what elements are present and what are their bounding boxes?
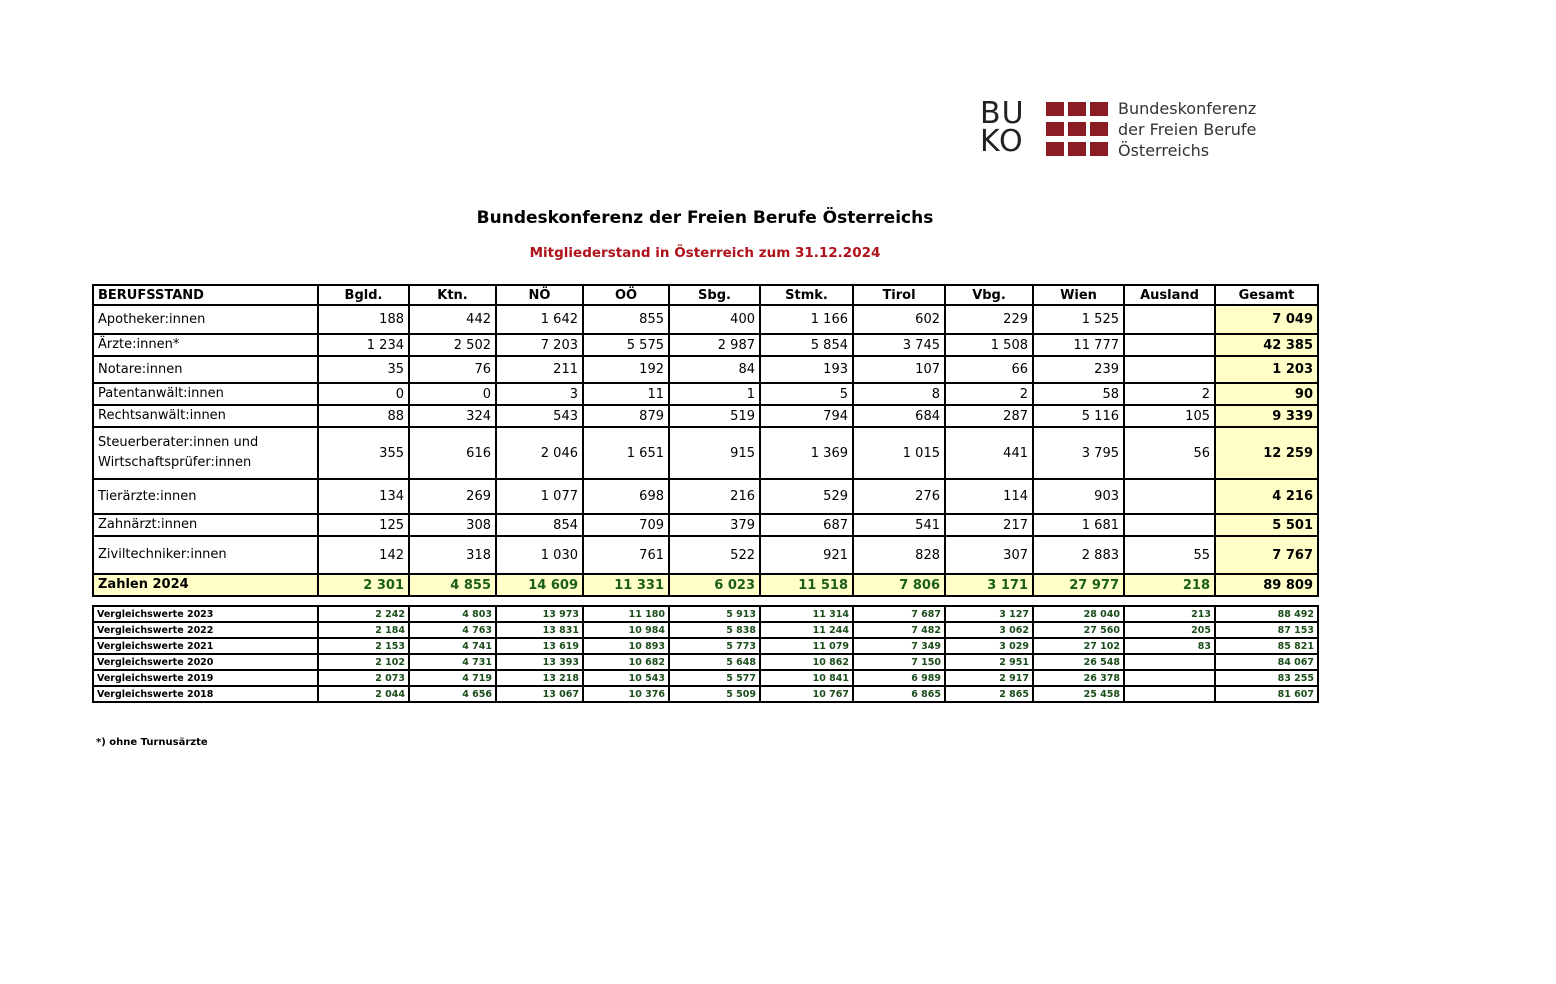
total-cell: 42 385 (1215, 334, 1318, 356)
table-cell: 276 (853, 479, 945, 514)
row-label-text: Zahnärzt:innen (98, 517, 198, 532)
table-cell: 522 (669, 536, 760, 574)
sum-cell: 3 171 (945, 574, 1033, 596)
table-cell (1124, 356, 1215, 383)
table-row (93, 356, 1318, 383)
table-cell (1124, 334, 1215, 356)
table-cell: 308 (409, 514, 496, 536)
total-cell: 12 259 (1215, 427, 1318, 479)
total-cell: 9 339 (1215, 405, 1318, 427)
row-label-text: Patentanwält:innen (98, 386, 224, 401)
column-header: Ktn. (409, 285, 496, 305)
table-cell: 1 651 (583, 427, 669, 479)
comparison-cell: 13 393 (496, 654, 583, 670)
comparison-cell (1124, 654, 1215, 670)
comparison-cell: 10 841 (760, 670, 853, 686)
comparison-row-label: Vergleichswerte 2023 (93, 606, 318, 622)
table-cell: 684 (853, 405, 945, 427)
table-cell: 903 (1033, 479, 1124, 514)
table-cell: 11 777 (1033, 334, 1124, 356)
table-cell: 5 854 (760, 334, 853, 356)
table-cell: 192 (583, 356, 669, 383)
row-label-text: Steuerberater:innen und (98, 435, 259, 450)
comparison-cell: 2 917 (945, 670, 1033, 686)
comparison-cell: 7 349 (853, 638, 945, 654)
comparison-cell: 2 153 (318, 638, 409, 654)
row-label-text: Ärzte:innen* (98, 337, 180, 352)
table-cell: 355 (318, 427, 409, 479)
comparison-row (93, 622, 1318, 638)
table-cell: 76 (409, 356, 496, 383)
comparison-cell: 10 984 (583, 622, 669, 638)
table-cell: 915 (669, 427, 760, 479)
column-header-berufsstand: BERUFSSTAND (93, 285, 318, 305)
table-cell: 529 (760, 479, 853, 514)
comparison-cell: 84 067 (1215, 654, 1318, 670)
table-cell: 1 369 (760, 427, 853, 479)
comparison-row-label: Vergleichswerte 2022 (93, 622, 318, 638)
comparison-table (92, 605, 1319, 703)
table-cell: 543 (496, 405, 583, 427)
column-header: Bgld. (318, 285, 409, 305)
comparison-cell: 2 184 (318, 622, 409, 638)
table-cell: 2 883 (1033, 536, 1124, 574)
table-cell: 921 (760, 536, 853, 574)
table-cell: 794 (760, 405, 853, 427)
comparison-cell: 85 821 (1215, 638, 1318, 654)
table-cell: 3 (496, 383, 583, 405)
table-cell: 1 525 (1033, 305, 1124, 334)
table-cell: 324 (409, 405, 496, 427)
comparison-cell: 5 509 (669, 686, 760, 702)
table-cell: 307 (945, 536, 1033, 574)
row-label (93, 334, 318, 356)
table-cell: 269 (409, 479, 496, 514)
comparison-row-label: Vergleichswerte 2020 (93, 654, 318, 670)
comparison-cell: 5 577 (669, 670, 760, 686)
table-cell: 1 642 (496, 305, 583, 334)
table-cell: 709 (583, 514, 669, 536)
comparison-cell: 3 029 (945, 638, 1033, 654)
comparison-cell: 2 242 (318, 606, 409, 622)
table-cell: 519 (669, 405, 760, 427)
comparison-cell: 11 079 (760, 638, 853, 654)
table-cell: 5 116 (1033, 405, 1124, 427)
comparison-cell: 2 865 (945, 686, 1033, 702)
row-label (93, 383, 318, 405)
comparison-cell: 4 763 (409, 622, 496, 638)
table-cell (1124, 479, 1215, 514)
table-cell: 1 (669, 383, 760, 405)
table-cell: 229 (945, 305, 1033, 334)
table-cell: 193 (760, 356, 853, 383)
comparison-cell: 4 731 (409, 654, 496, 670)
table-cell: 11 (583, 383, 669, 405)
table-cell: 216 (669, 479, 760, 514)
comparison-row (93, 606, 1318, 622)
table-cell: 84 (669, 356, 760, 383)
table-row (93, 334, 1318, 356)
sum-cell: 14 609 (496, 574, 583, 596)
sum-cell: 11 518 (760, 574, 853, 596)
total-cell: 4 216 (1215, 479, 1318, 514)
row-label-text-line2: Wirtschaftsprüfer:innen (98, 455, 252, 470)
table-cell: 3 745 (853, 334, 945, 356)
row-label-text: Notare:innen (98, 361, 183, 377)
table-cell: 5 (760, 383, 853, 405)
table-cell: 58 (1033, 383, 1124, 405)
table-cell: 125 (318, 514, 409, 536)
comparison-cell: 4 719 (409, 670, 496, 686)
comparison-cell: 2 073 (318, 670, 409, 686)
table-cell: 441 (945, 427, 1033, 479)
table-cell: 8 (853, 383, 945, 405)
table-cell: 5 575 (583, 334, 669, 356)
table-cell: 88 (318, 405, 409, 427)
comparison-cell: 10 376 (583, 686, 669, 702)
sum-cell: 11 331 (583, 574, 669, 596)
table-cell: 3 795 (1033, 427, 1124, 479)
table-row (93, 383, 1318, 405)
table-cell: 105 (1124, 405, 1215, 427)
comparison-cell: 13 973 (496, 606, 583, 622)
total-cell: 90 (1215, 383, 1318, 405)
comparison-row-label: Vergleichswerte 2021 (93, 638, 318, 654)
column-header: Gesamt (1215, 285, 1318, 305)
comparison-cell: 2 102 (318, 654, 409, 670)
comparison-cell: 10 682 (583, 654, 669, 670)
column-header: NÖ (496, 285, 583, 305)
comparison-cell: 11 314 (760, 606, 853, 622)
table-cell: 698 (583, 479, 669, 514)
buko-logo (980, 96, 1300, 160)
comparison-row (93, 686, 1318, 702)
total-cell: 1 203 (1215, 356, 1318, 383)
table-cell: 2 (945, 383, 1033, 405)
comparison-cell: 213 (1124, 606, 1215, 622)
logo-text (1118, 98, 1256, 161)
table-cell: 616 (409, 427, 496, 479)
comparison-cell: 2 951 (945, 654, 1033, 670)
comparison-cell: 6 989 (853, 670, 945, 686)
table-cell: 855 (583, 305, 669, 334)
comparison-cell: 4 803 (409, 606, 496, 622)
table-cell: 1 030 (496, 536, 583, 574)
comparison-row (93, 638, 1318, 654)
comparison-cell: 6 865 (853, 686, 945, 702)
comparison-cell: 10 862 (760, 654, 853, 670)
row-label (93, 405, 318, 427)
table-cell: 2 046 (496, 427, 583, 479)
table-cell: 2 987 (669, 334, 760, 356)
comparison-cell: 4 656 (409, 686, 496, 702)
sum-cell: 4 855 (409, 574, 496, 596)
logo-square-grid (1046, 102, 1110, 158)
column-header: Ausland (1124, 285, 1215, 305)
table-cell: 400 (669, 305, 760, 334)
row-label (93, 536, 318, 574)
column-header: Stmk. (760, 285, 853, 305)
comparison-cell: 13 619 (496, 638, 583, 654)
comparison-row-label: Vergleichswerte 2018 (93, 686, 318, 702)
row-label (93, 479, 318, 514)
total-cell: 5 501 (1215, 514, 1318, 536)
table-cell: 211 (496, 356, 583, 383)
table-cell: 1 077 (496, 479, 583, 514)
sum-cell: 7 806 (853, 574, 945, 596)
comparison-cell: 11 180 (583, 606, 669, 622)
sum-cell: 2 301 (318, 574, 409, 596)
row-label (93, 305, 318, 334)
comparison-cell: 27 102 (1033, 638, 1124, 654)
logo-text-line3: Österreichs (1118, 141, 1210, 160)
table-cell (1124, 305, 1215, 334)
column-header: Tirol (853, 285, 945, 305)
comparison-cell: 7 482 (853, 622, 945, 638)
table-cell: 66 (945, 356, 1033, 383)
column-header: Vbg. (945, 285, 1033, 305)
footnote: *) ohne Turnusärzte (96, 737, 208, 748)
comparison-cell: 4 741 (409, 638, 496, 654)
table-cell: 318 (409, 536, 496, 574)
comparison-cell: 3 062 (945, 622, 1033, 638)
row-label-text: Rechtsanwält:innen (98, 408, 226, 423)
table-cell: 1 681 (1033, 514, 1124, 536)
logo-letters (980, 96, 1040, 160)
table-cell: 239 (1033, 356, 1124, 383)
comparison-cell: 205 (1124, 622, 1215, 638)
table-cell: 541 (853, 514, 945, 536)
comparison-cell: 5 838 (669, 622, 760, 638)
comparison-cell: 5 648 (669, 654, 760, 670)
comparison-cell: 13 831 (496, 622, 583, 638)
table-row (93, 405, 1318, 427)
comparison-cell: 26 378 (1033, 670, 1124, 686)
row-label (93, 427, 318, 479)
table-cell: 217 (945, 514, 1033, 536)
table-cell: 142 (318, 536, 409, 574)
table-cell: 188 (318, 305, 409, 334)
comparison-cell: 5 913 (669, 606, 760, 622)
table-cell: 442 (409, 305, 496, 334)
comparison-cell: 28 040 (1033, 606, 1124, 622)
sum-cell: 6 023 (669, 574, 760, 596)
total-cell: 7 767 (1215, 536, 1318, 574)
comparison-cell: 83 (1124, 638, 1215, 654)
table-cell: 0 (409, 383, 496, 405)
table-cell: 854 (496, 514, 583, 536)
table-cell: 35 (318, 356, 409, 383)
table-cell: 107 (853, 356, 945, 383)
table-cell: 2 502 (409, 334, 496, 356)
logo-letters-top: BU (980, 96, 1025, 131)
row-label-text: Ziviltechniker:innen (98, 547, 227, 562)
comparison-cell (1124, 686, 1215, 702)
comparison-cell: 11 244 (760, 622, 853, 638)
logo-text-line1: Bundeskonferenz (1118, 99, 1257, 118)
table-cell: 114 (945, 479, 1033, 514)
comparison-cell: 10 893 (583, 638, 669, 654)
table-cell: 602 (853, 305, 945, 334)
table-cell: 1 508 (945, 334, 1033, 356)
table-row (93, 536, 1318, 574)
comparison-cell (1124, 670, 1215, 686)
sum-cell: 27 977 (1033, 574, 1124, 596)
comparison-cell: 13 218 (496, 670, 583, 686)
sum-row-label: Zahlen 2024 (93, 574, 318, 596)
column-header: Sbg. (669, 285, 760, 305)
comparison-row (93, 670, 1318, 686)
table-cell: 7 203 (496, 334, 583, 356)
table-cell: 287 (945, 405, 1033, 427)
comparison-cell: 83 255 (1215, 670, 1318, 686)
table-cell: 761 (583, 536, 669, 574)
table-cell: 2 (1124, 383, 1215, 405)
table-row (93, 514, 1318, 536)
grand-total-cell: 89 809 (1215, 574, 1318, 596)
table-cell: 56 (1124, 427, 1215, 479)
table-cell: 687 (760, 514, 853, 536)
total-cell: 7 049 (1215, 305, 1318, 334)
comparison-cell: 81 607 (1215, 686, 1318, 702)
sum-row (93, 574, 1318, 596)
row-label (93, 514, 318, 536)
comparison-cell: 10 767 (760, 686, 853, 702)
table-cell: 1 166 (760, 305, 853, 334)
comparison-cell: 3 127 (945, 606, 1033, 622)
column-header: Wien (1033, 285, 1124, 305)
sum-cell: 218 (1124, 574, 1215, 596)
table-cell: 134 (318, 479, 409, 514)
column-header: OÖ (583, 285, 669, 305)
comparison-cell: 87 153 (1215, 622, 1318, 638)
table-cell: 828 (853, 536, 945, 574)
table-cell: 55 (1124, 536, 1215, 574)
row-label-text: Tierärzte:innen (98, 488, 197, 504)
table-header-row (93, 285, 1318, 305)
comparison-row-label: Vergleichswerte 2019 (93, 670, 318, 686)
page-subtitle: Mitgliederstand in Österreich zum 31.12.2024 (529, 245, 881, 261)
comparison-cell: 7 150 (853, 654, 945, 670)
table-row (93, 305, 1318, 334)
page-title: Bundeskonferenz der Freien Berufe Österreichs (476, 208, 934, 228)
comparison-cell: 13 067 (496, 686, 583, 702)
comparison-cell: 26 548 (1033, 654, 1124, 670)
comparison-cell: 5 773 (669, 638, 760, 654)
comparison-cell: 7 687 (853, 606, 945, 622)
table-cell: 879 (583, 405, 669, 427)
comparison-cell: 25 458 (1033, 686, 1124, 702)
comparison-cell: 27 560 (1033, 622, 1124, 638)
comparison-row (93, 654, 1318, 670)
table-cell: 0 (318, 383, 409, 405)
table-cell (1124, 514, 1215, 536)
logo-text-line2: der Freien Berufe (1118, 120, 1257, 139)
table-row (93, 479, 1318, 514)
table-cell: 1 015 (853, 427, 945, 479)
comparison-cell: 88 492 (1215, 606, 1318, 622)
comparison-cell: 2 044 (318, 686, 409, 702)
table-cell: 1 234 (318, 334, 409, 356)
table-cell: 379 (669, 514, 760, 536)
logo-letters-bottom: KO (980, 124, 1024, 159)
membership-table (92, 284, 1319, 597)
row-label-text: Apotheker:innen (98, 311, 206, 327)
row-label (93, 356, 318, 383)
table-row (93, 427, 1318, 479)
comparison-cell: 10 543 (583, 670, 669, 686)
